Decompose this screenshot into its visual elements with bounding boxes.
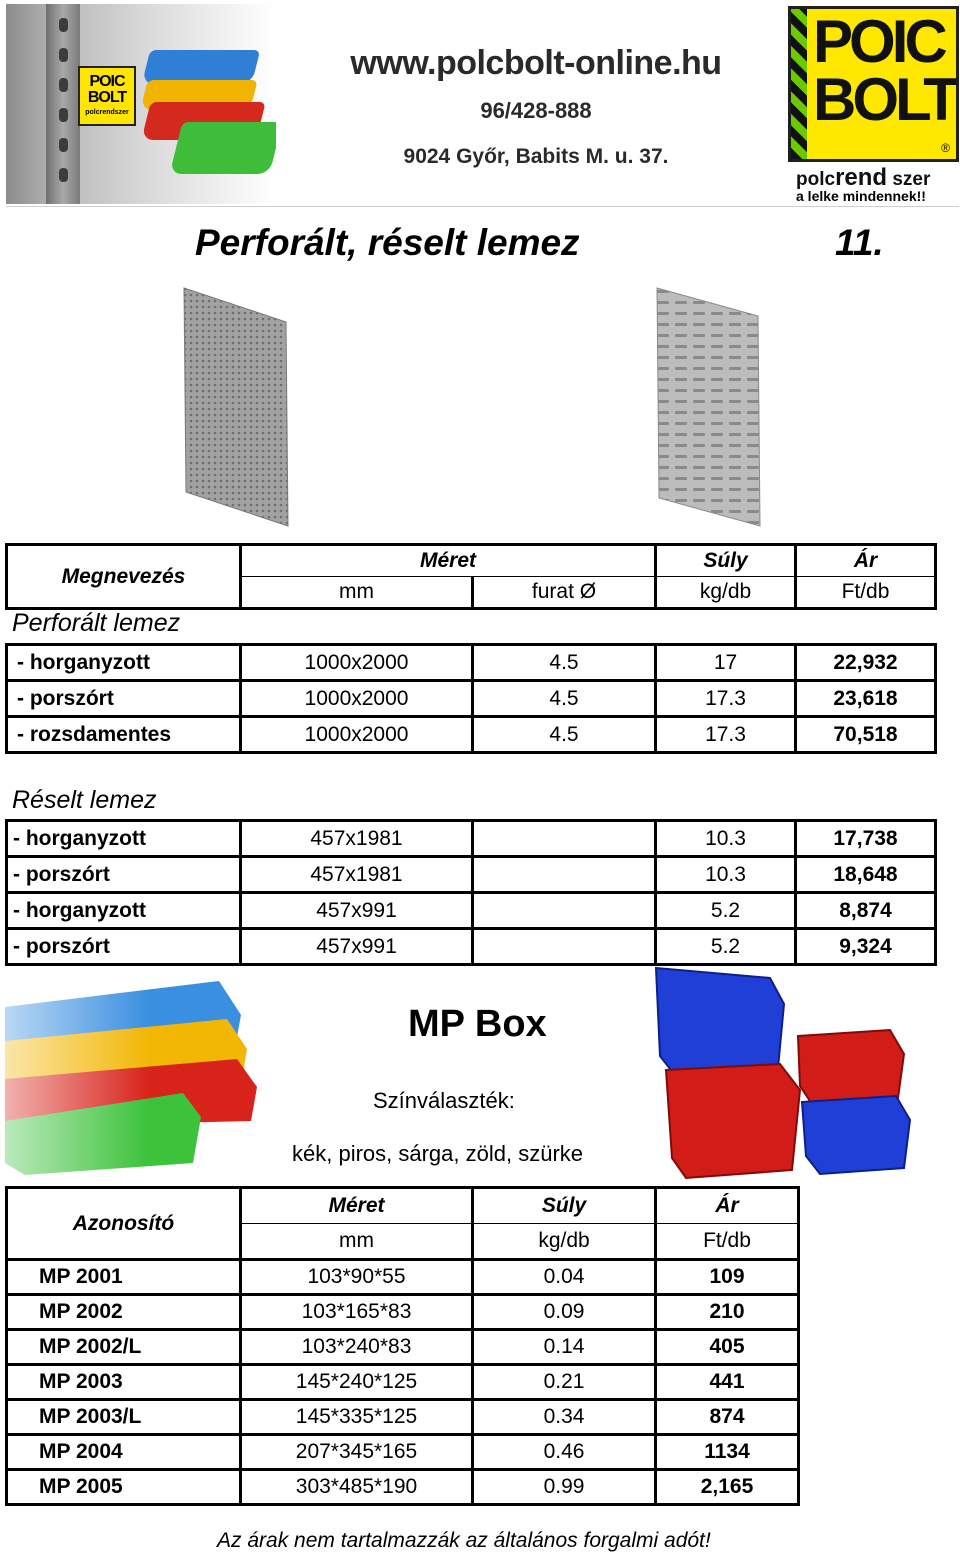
phone-number: 96/428-888 [480, 98, 592, 123]
col-header-price: Ár [796, 545, 936, 577]
table-row [7, 929, 936, 965]
row-price: 109 [656, 1260, 799, 1295]
unit-weight: kg/db [473, 1224, 656, 1260]
perforated-table [5, 643, 937, 754]
blue-bin-image [142, 50, 260, 84]
row-hole-empty [473, 929, 656, 965]
row-size: 207*345*165 [241, 1435, 473, 1470]
row-size: 1000x2000 [241, 717, 473, 753]
row-hole-empty [473, 821, 656, 857]
sheet-header-table [5, 543, 937, 610]
row-size: 103*165*83 [241, 1295, 473, 1330]
row-price: 23,618 [796, 681, 936, 717]
mpbox-table [5, 1186, 800, 1506]
unit-mm: mm [241, 577, 473, 609]
table-row [7, 1365, 799, 1400]
table-row [7, 821, 936, 857]
row-price: 17,738 [796, 821, 936, 857]
logo-hazard-stripe [791, 9, 807, 159]
row-id: MP 2003/L [7, 1400, 241, 1435]
row-id: MP 2002 [7, 1295, 241, 1330]
col-header-size: Méret [241, 1188, 473, 1224]
section-title-perforated: Perforált lemez [12, 609, 181, 637]
row-size: 457x1981 [241, 857, 473, 893]
col-header-price: Ár [656, 1188, 799, 1224]
col-header-size: Méret [241, 545, 656, 577]
page-number: 11. [835, 222, 884, 263]
row-weight: 0.09 [473, 1295, 656, 1330]
row-price: 210 [656, 1295, 799, 1330]
row-id: MP 2003 [7, 1365, 241, 1400]
row-weight: 0.14 [473, 1330, 656, 1365]
row-price: 70,518 [796, 717, 936, 753]
mpbox-stack-image-right [652, 964, 914, 1186]
row-size: 103*90*55 [241, 1260, 473, 1295]
logo-slogan: a lelke mindennek!! [796, 188, 926, 204]
table-row [7, 645, 936, 681]
unit-hole: furat Ø [473, 577, 656, 609]
row-weight: 0.46 [473, 1435, 656, 1470]
row-price: 405 [656, 1330, 799, 1365]
row-size: 145*335*125 [241, 1400, 473, 1435]
row-weight: 17.3 [656, 681, 796, 717]
row-price: 1134 [656, 1435, 799, 1470]
row-weight: 10.3 [656, 821, 796, 857]
page-title: Perforált, réselt lemez [195, 222, 580, 263]
row-hole: 4.5 [473, 717, 656, 753]
registered-mark: ® [941, 141, 950, 155]
color-options: kék, piros, sárga, zöld, szürke [292, 1141, 584, 1166]
table-row [7, 681, 936, 717]
row-name: - porszórt [7, 681, 241, 717]
table-row [7, 1400, 799, 1435]
row-price: 441 [656, 1365, 799, 1400]
row-weight: 17.3 [656, 717, 796, 753]
table-row [7, 1260, 799, 1295]
col-header-weight: Súly [656, 545, 796, 577]
header-banner [6, 4, 959, 207]
row-weight: 0.21 [473, 1365, 656, 1400]
unit-price: Ft/db [656, 1224, 799, 1260]
contact-block [296, 4, 776, 204]
shelf-post-image [46, 4, 80, 204]
row-id: MP 2001 [7, 1260, 241, 1295]
row-weight: 5.2 [656, 893, 796, 929]
row-name: - horganyzott [7, 645, 241, 681]
mpbox-title: MP Box [408, 1003, 547, 1045]
mini-logo: POIC BOLT polcrendszer [78, 66, 136, 126]
table-row [7, 1470, 799, 1505]
table-row [7, 1295, 799, 1330]
row-weight: 17 [656, 645, 796, 681]
row-size: 145*240*125 [241, 1365, 473, 1400]
address: 9024 Győr, Babits M. u. 37. [403, 145, 669, 168]
table-row [7, 1330, 799, 1365]
row-weight: 0.99 [473, 1470, 656, 1505]
unit-price: Ft/db [796, 577, 936, 609]
row-size: 103*240*83 [241, 1330, 473, 1365]
row-size: 1000x2000 [241, 645, 473, 681]
row-size: 457x991 [241, 929, 473, 965]
row-weight: 10.3 [656, 857, 796, 893]
table-row [7, 717, 936, 753]
row-price: 8,874 [796, 893, 936, 929]
row-name: - rozsdamentes [7, 717, 241, 753]
row-weight: 5.2 [656, 929, 796, 965]
row-id: MP 2004 [7, 1435, 241, 1470]
row-hole-empty [473, 857, 656, 893]
col-header-id: Azonosító [7, 1188, 241, 1260]
row-hole-empty [473, 893, 656, 929]
color-options-label: Színválaszték: [373, 1088, 515, 1113]
logo-wordmark: POIC BOLT [813, 8, 956, 133]
table-row [7, 893, 936, 929]
col-header-name: Megnevezés [7, 545, 241, 609]
row-weight: 0.34 [473, 1400, 656, 1435]
website-url[interactable]: www.polcbolt-online.hu [350, 44, 722, 82]
row-size: 1000x2000 [241, 681, 473, 717]
vat-note: Az árak nem tartalmazzák az általános forgalmi adót! [217, 1529, 711, 1552]
perforated-sheet-image [182, 286, 294, 530]
mpbox-stack-image-left [5, 975, 267, 1180]
row-price: 9,324 [796, 929, 936, 965]
row-weight: 0.04 [473, 1260, 656, 1295]
row-id: MP 2005 [7, 1470, 241, 1505]
logo-subtitle: polcrend szer [796, 164, 931, 191]
unit-mm: mm [241, 1224, 473, 1260]
logo-box [788, 6, 959, 162]
col-header-weight: Súly [473, 1188, 656, 1224]
row-hole: 4.5 [473, 681, 656, 717]
polcbolt-logo [788, 6, 959, 204]
row-price: 2,165 [656, 1470, 799, 1505]
row-name: - horganyzott [7, 893, 241, 929]
banner-photo [6, 4, 276, 204]
row-size: 457x991 [241, 893, 473, 929]
row-name: - porszórt [7, 857, 241, 893]
slotted-table [5, 819, 937, 966]
row-size: 303*485*190 [241, 1470, 473, 1505]
row-price: 18,648 [796, 857, 936, 893]
row-id: MP 2002/L [7, 1330, 241, 1365]
row-name: - horganyzott [7, 821, 241, 857]
unit-weight: kg/db [656, 577, 796, 609]
section-title-slotted: Réselt lemez [12, 786, 157, 814]
table-row [7, 857, 936, 893]
row-size: 457x1981 [241, 821, 473, 857]
slotted-sheet-image [654, 286, 766, 530]
row-hole: 4.5 [473, 645, 656, 681]
green-bin-image [170, 122, 276, 174]
row-price: 874 [656, 1400, 799, 1435]
table-row [7, 1435, 799, 1470]
row-name: - porszórt [7, 929, 241, 965]
row-price: 22,932 [796, 645, 936, 681]
